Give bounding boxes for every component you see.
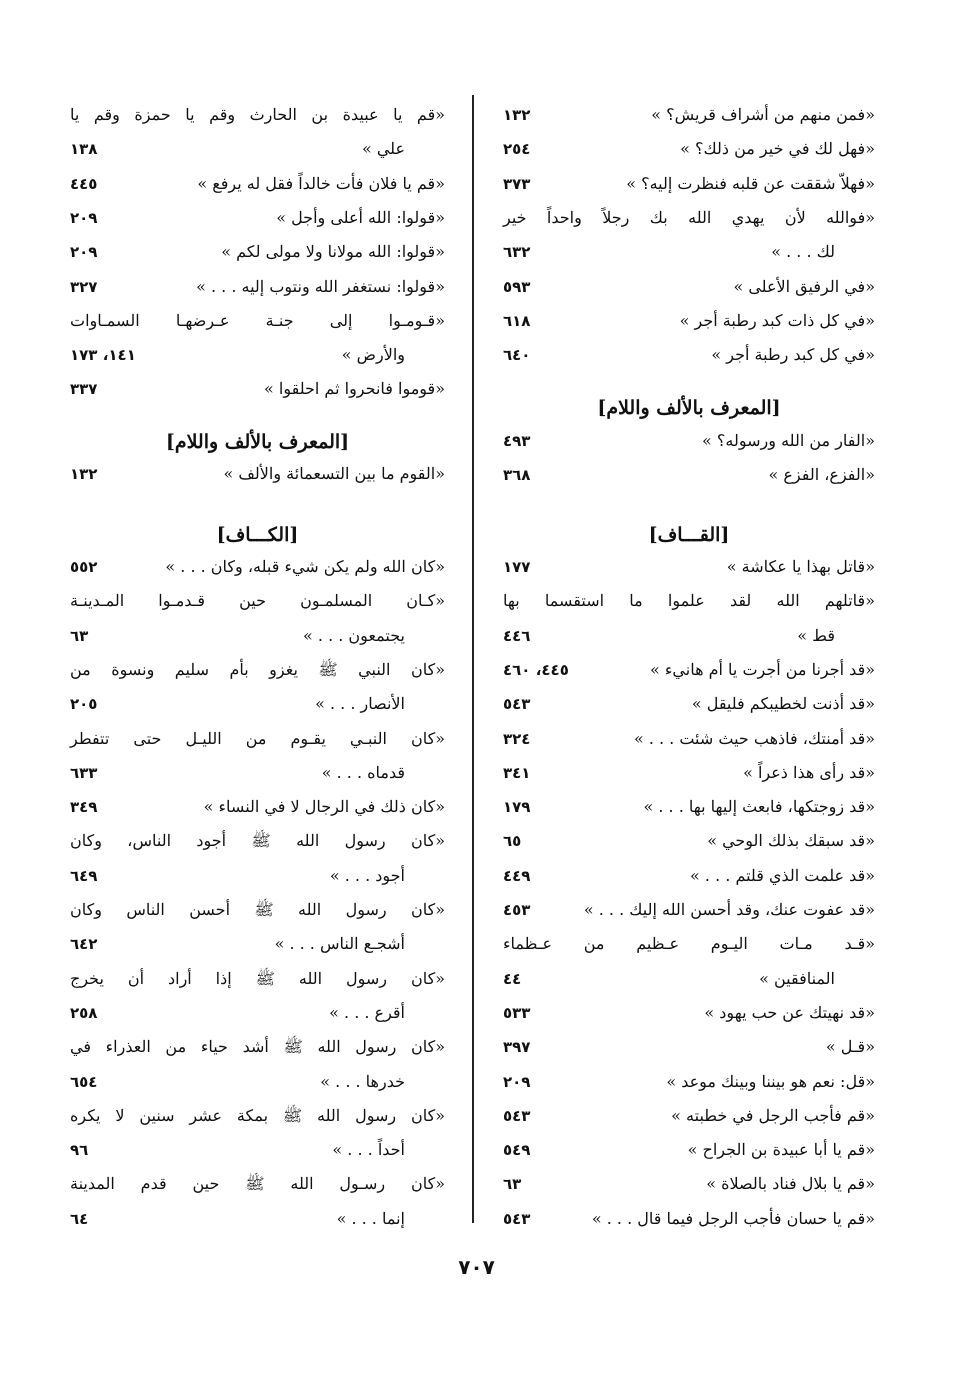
- entry-page-number: ٢٠٩: [503, 1072, 531, 1091]
- entry-text: قط »: [797, 625, 835, 645]
- entry-text: «قولوا: نستغفر الله ونتوب إليه . . . »: [196, 276, 445, 296]
- entry-page-number: ٣٧٣: [503, 174, 531, 193]
- index-entry: [503, 584, 875, 618]
- entry-text: «القوم ما بين التسعمائة والألف »: [223, 464, 445, 483]
- entry-text: خدرها . . . »: [320, 1071, 405, 1091]
- entry-text: «قل: نعم هو بيننا وبينك موعد »: [666, 1071, 875, 1091]
- index-entry: [503, 201, 875, 235]
- column-divider: [472, 95, 474, 1223]
- entry-text: «قم يا بلال فناد بالصلاة »: [706, 1174, 875, 1194]
- index-entry: [503, 304, 875, 338]
- entry-text: «فمن منهم من أشراف قريش؟ »: [651, 105, 875, 124]
- entry-text: «كان الله ولم يكن شيء قبله، وكان . . . »: [165, 557, 445, 576]
- entry-text: «قد سبقك بذلك الوحي »: [707, 831, 875, 851]
- index-entry: [70, 457, 445, 491]
- entry-page-number: ٢٥٤: [503, 140, 531, 159]
- entry-page-number: ٦٣: [503, 1175, 522, 1194]
- entry-page-number: ١٣٢: [503, 106, 531, 124]
- index-entry: [503, 619, 875, 653]
- entry-page-number: ٦٥٤: [70, 1072, 98, 1091]
- entry-page-number: ١٤١، ١٧٣: [70, 346, 136, 365]
- entry-page-number: ٣٢٤: [503, 729, 531, 748]
- index-entry: [503, 722, 875, 756]
- entry-text: «في كل كبد رطبة أجر »: [711, 345, 875, 365]
- entry-text: والأرض »: [341, 345, 405, 365]
- index-entry: [503, 790, 875, 824]
- entry-page-number: ٥٤٣: [503, 695, 531, 714]
- index-entry: [503, 756, 875, 790]
- entry-page-number: ١٣٢: [70, 465, 98, 483]
- left-column: [70, 0, 445, 1375]
- entry-text: «كان رسول الله ﷺ أحسن الناس وكان: [70, 900, 445, 919]
- section-heading: [الكـــاف]: [216, 524, 299, 546]
- entry-page-number: ٤٤٩: [503, 866, 531, 885]
- entry-text: «قـل »: [825, 1037, 875, 1057]
- entry-text: «قد رأى هذا ذعراً »: [743, 762, 875, 782]
- entry-text: «قم يا فلان فأت خالداً فقل له يرفع »: [197, 173, 445, 193]
- entry-text: «قـومـوا إلى جنـة عـرضهـا السمـاوات: [70, 310, 445, 330]
- section-heading: [القـــاف]: [648, 524, 730, 546]
- index-entry: [503, 1133, 875, 1167]
- entry-page-number: ٤٥٣: [503, 901, 531, 919]
- entry-text: أقرع . . . »: [329, 1002, 405, 1022]
- entry-text: يجتمعون . . . »: [303, 625, 405, 645]
- index-entry: [70, 1133, 445, 1167]
- index-entry: [70, 893, 445, 927]
- entry-page-number: ٢٠٩: [70, 243, 98, 262]
- entry-page-number: ١٧٧: [503, 558, 531, 576]
- section-heading: [المعرف بالألف واللام]: [597, 397, 781, 419]
- entry-text: «كان ذلك في الرجال لا في النساء »: [203, 797, 445, 817]
- entry-page-number: ٢٠٥: [70, 695, 98, 714]
- entry-page-number: ٣٢٧: [70, 277, 98, 296]
- index-entry: [503, 270, 875, 304]
- entry-text: «الفزع، الفزع »: [768, 465, 875, 485]
- entry-page-number: ٤٤٥، ٤٦٠: [503, 660, 569, 679]
- entry-text: «قاتلهم الله لقد علموا ما استقسما بها: [503, 591, 875, 611]
- entry-page-number: ٦٥: [503, 832, 522, 851]
- entry-text: «قـد مـات اليـوم عـظيم من عـظماء: [503, 934, 875, 954]
- entry-text: «كان رسـول الله ﷺ حين قدم المدينة: [70, 1174, 445, 1194]
- entry-page-number: ٦٣: [70, 626, 89, 645]
- entry-text: «كـان المسلمـون حين قـدمـوا المـدينـة: [70, 591, 445, 611]
- entry-page-number: ٦٤٠: [503, 346, 531, 365]
- index-entry: [503, 1099, 875, 1133]
- entry-page-number: ٦٤٩: [70, 866, 98, 885]
- index-entry: [503, 235, 875, 269]
- entry-text: «قم يا أبا عبيدة بن الجراح »: [687, 1140, 875, 1160]
- index-entry: [503, 1065, 875, 1099]
- entry-text: «في الرفيق الأعلى »: [733, 276, 875, 296]
- entry-text: «كان النبـي يقـوم من الليـل حتى تتفطر: [70, 728, 445, 748]
- index-entry: [503, 859, 875, 893]
- index-entry: [503, 132, 875, 166]
- right-column: [503, 0, 875, 1375]
- entry-text: «كان رسول الله ﷺ إذا أراد أن يخرج: [70, 968, 445, 988]
- index-entry: [503, 1030, 875, 1064]
- entry-text: «قد أجرنا من أجرت يا أم هانيء »: [650, 659, 875, 679]
- entry-text: لك . . . »: [771, 242, 835, 262]
- entry-text: «كان رسول الله ﷺ بمكة عشر سنين لا يكره: [70, 1105, 445, 1125]
- entry-text: «في كل ذات كبد رطبة أجر »: [679, 310, 875, 330]
- index-entry: [503, 458, 875, 492]
- index-entry: [70, 859, 445, 893]
- index-entry: [70, 98, 445, 132]
- entry-page-number: ٢٠٩: [70, 208, 98, 227]
- section-heading: [المعرف بالألف واللام]: [165, 431, 350, 453]
- entry-text: «قولوا: الله مولانا ولا مولى لكم »: [221, 242, 445, 262]
- entry-text: علي »: [361, 139, 405, 159]
- index-entry: [70, 201, 445, 235]
- entry-text: «قد زوجتكها، فابعث إليها بها . . . »: [643, 797, 875, 817]
- index-entry: [70, 687, 445, 721]
- entry-text: «كان رسول الله ﷺ أجود الناس، وكان: [70, 831, 445, 851]
- index-entry: [70, 824, 445, 858]
- index-entry: [503, 962, 875, 996]
- entry-page-number: ٥٥٢: [70, 558, 98, 576]
- entry-text: «كان رسول الله ﷺ أشد حياء من العذراء في: [70, 1037, 445, 1057]
- entry-page-number: ١٣٨: [70, 140, 98, 159]
- entry-page-number: ٣٤١: [503, 763, 531, 782]
- index-entry: [70, 270, 445, 304]
- entry-page-number: ٣٦٨: [503, 466, 531, 485]
- entry-page-number: ٣٤٩: [70, 798, 98, 817]
- index-entry: [503, 550, 875, 584]
- entry-page-number: ٤٤: [503, 969, 522, 988]
- entry-page-number: ٦٤: [70, 1209, 89, 1228]
- index-entry: [503, 338, 875, 372]
- index-entry: [70, 1202, 445, 1236]
- index-entry: [70, 996, 445, 1030]
- index-entry: [70, 1167, 445, 1201]
- entry-page-number: ٦١٨: [503, 311, 531, 330]
- entry-text: «قد عفوت عنك، وقد أحسن الله إليك . . . »: [583, 900, 875, 919]
- index-entry: [70, 132, 445, 166]
- entry-page-number: ٥٩٣: [503, 277, 531, 296]
- index-entry: [70, 756, 445, 790]
- entry-text: المنافقين »: [759, 968, 835, 988]
- entry-page-number: ٦٣٢: [503, 243, 531, 262]
- index-entry: [503, 927, 875, 961]
- entry-page-number: ٤٤٥: [70, 174, 98, 193]
- index-entry: [503, 167, 875, 201]
- index-entry: [503, 893, 875, 927]
- entry-page-number: ٣٣٧: [70, 380, 98, 399]
- index-entry: [70, 619, 445, 653]
- index-entry: [70, 1030, 445, 1064]
- index-entry: [70, 962, 445, 996]
- entry-text: «قد نهيتك عن حب يهود »: [704, 1002, 875, 1022]
- entry-text: «قم يا عبيدة بن الحارث وقم يا حمزة وقم يا: [70, 105, 445, 124]
- index-entry: [503, 98, 875, 132]
- entry-text: «فهلاّ شققت عن قلبه فنظرت إليه؟ »: [626, 173, 875, 193]
- entry-page-number: ٥٤٩: [503, 1141, 531, 1160]
- entry-page-number: ٢٥٨: [70, 1003, 98, 1022]
- entry-text: «قوموا فانحروا ثم احلقوا »: [264, 379, 445, 399]
- entry-text: «قاتل بهذا يا عكاشة »: [726, 557, 875, 576]
- index-entry: [70, 722, 445, 756]
- entry-text: أشجـع الناس . . . »: [274, 934, 405, 954]
- entry-text: «قولوا: الله أعلى وأجل »: [276, 207, 445, 227]
- index-entry: [503, 1202, 875, 1236]
- index-entry: [70, 790, 445, 824]
- entry-text: «كان النبي ﷺ يغزو بأم سليم ونسوة من: [70, 659, 445, 679]
- entry-page-number: ٣٩٧: [503, 1038, 531, 1057]
- entry-text: «قد علمت الذي قلتم . . . »: [690, 865, 875, 885]
- index-entry: [70, 550, 445, 584]
- page-number: ٧٠٧: [458, 1255, 495, 1279]
- entry-text: أجود . . . »: [329, 865, 405, 885]
- entry-text: «قد أمنتك، فاذهب حيث شئت . . . »: [633, 728, 875, 748]
- entry-text: «الفار من الله ورسوله؟ »: [702, 431, 875, 450]
- entry-page-number: ٦٣٣: [70, 763, 98, 782]
- index-entry: [70, 1099, 445, 1133]
- entry-text: الأنصار . . . »: [315, 694, 405, 714]
- entry-page-number: ٤٩٣: [503, 432, 531, 450]
- index-entry: [503, 653, 875, 687]
- entry-page-number: ٥٤٣: [503, 1106, 531, 1125]
- entry-page-number: ٤٤٦: [503, 626, 531, 645]
- index-entry: [503, 424, 875, 458]
- index-entry: [503, 996, 875, 1030]
- index-entry: [70, 927, 445, 961]
- entry-text: «فوالله لأن يهدي الله بك رجلاً واحداً خير: [503, 207, 875, 227]
- entry-text: «قم يا حسان فأجب الرجل فيما قال . . . »: [591, 1208, 875, 1228]
- index-entry: [70, 304, 445, 338]
- entry-text: إنما . . . »: [336, 1208, 405, 1228]
- entry-page-number: ٩٦: [70, 1141, 89, 1160]
- entry-text: أحداً . . . »: [332, 1140, 405, 1160]
- entry-page-number: ٥٤٣: [503, 1209, 531, 1228]
- index-entry: [70, 1065, 445, 1099]
- index-entry: [503, 1167, 875, 1201]
- entry-page-number: ٥٣٣: [503, 1003, 531, 1022]
- entry-text: «فهل لك في خير من ذلك؟ »: [680, 139, 875, 159]
- index-entry: [70, 235, 445, 269]
- entry-text: «قد أذنت لخطيبكم فليقل »: [691, 694, 875, 714]
- index-entry: [70, 338, 445, 372]
- entry-text: قدماه . . . »: [321, 762, 405, 782]
- index-entry: [70, 653, 445, 687]
- entry-page-number: ٦٤٢: [70, 935, 98, 954]
- index-entry: [503, 687, 875, 721]
- entry-text: «قم فأجب الرجل في خطبته »: [671, 1105, 875, 1125]
- index-entry: [70, 167, 445, 201]
- index-entry: [70, 372, 445, 406]
- index-entry: [70, 584, 445, 618]
- index-entry: [503, 824, 875, 858]
- entry-page-number: ١٧٩: [503, 798, 531, 817]
